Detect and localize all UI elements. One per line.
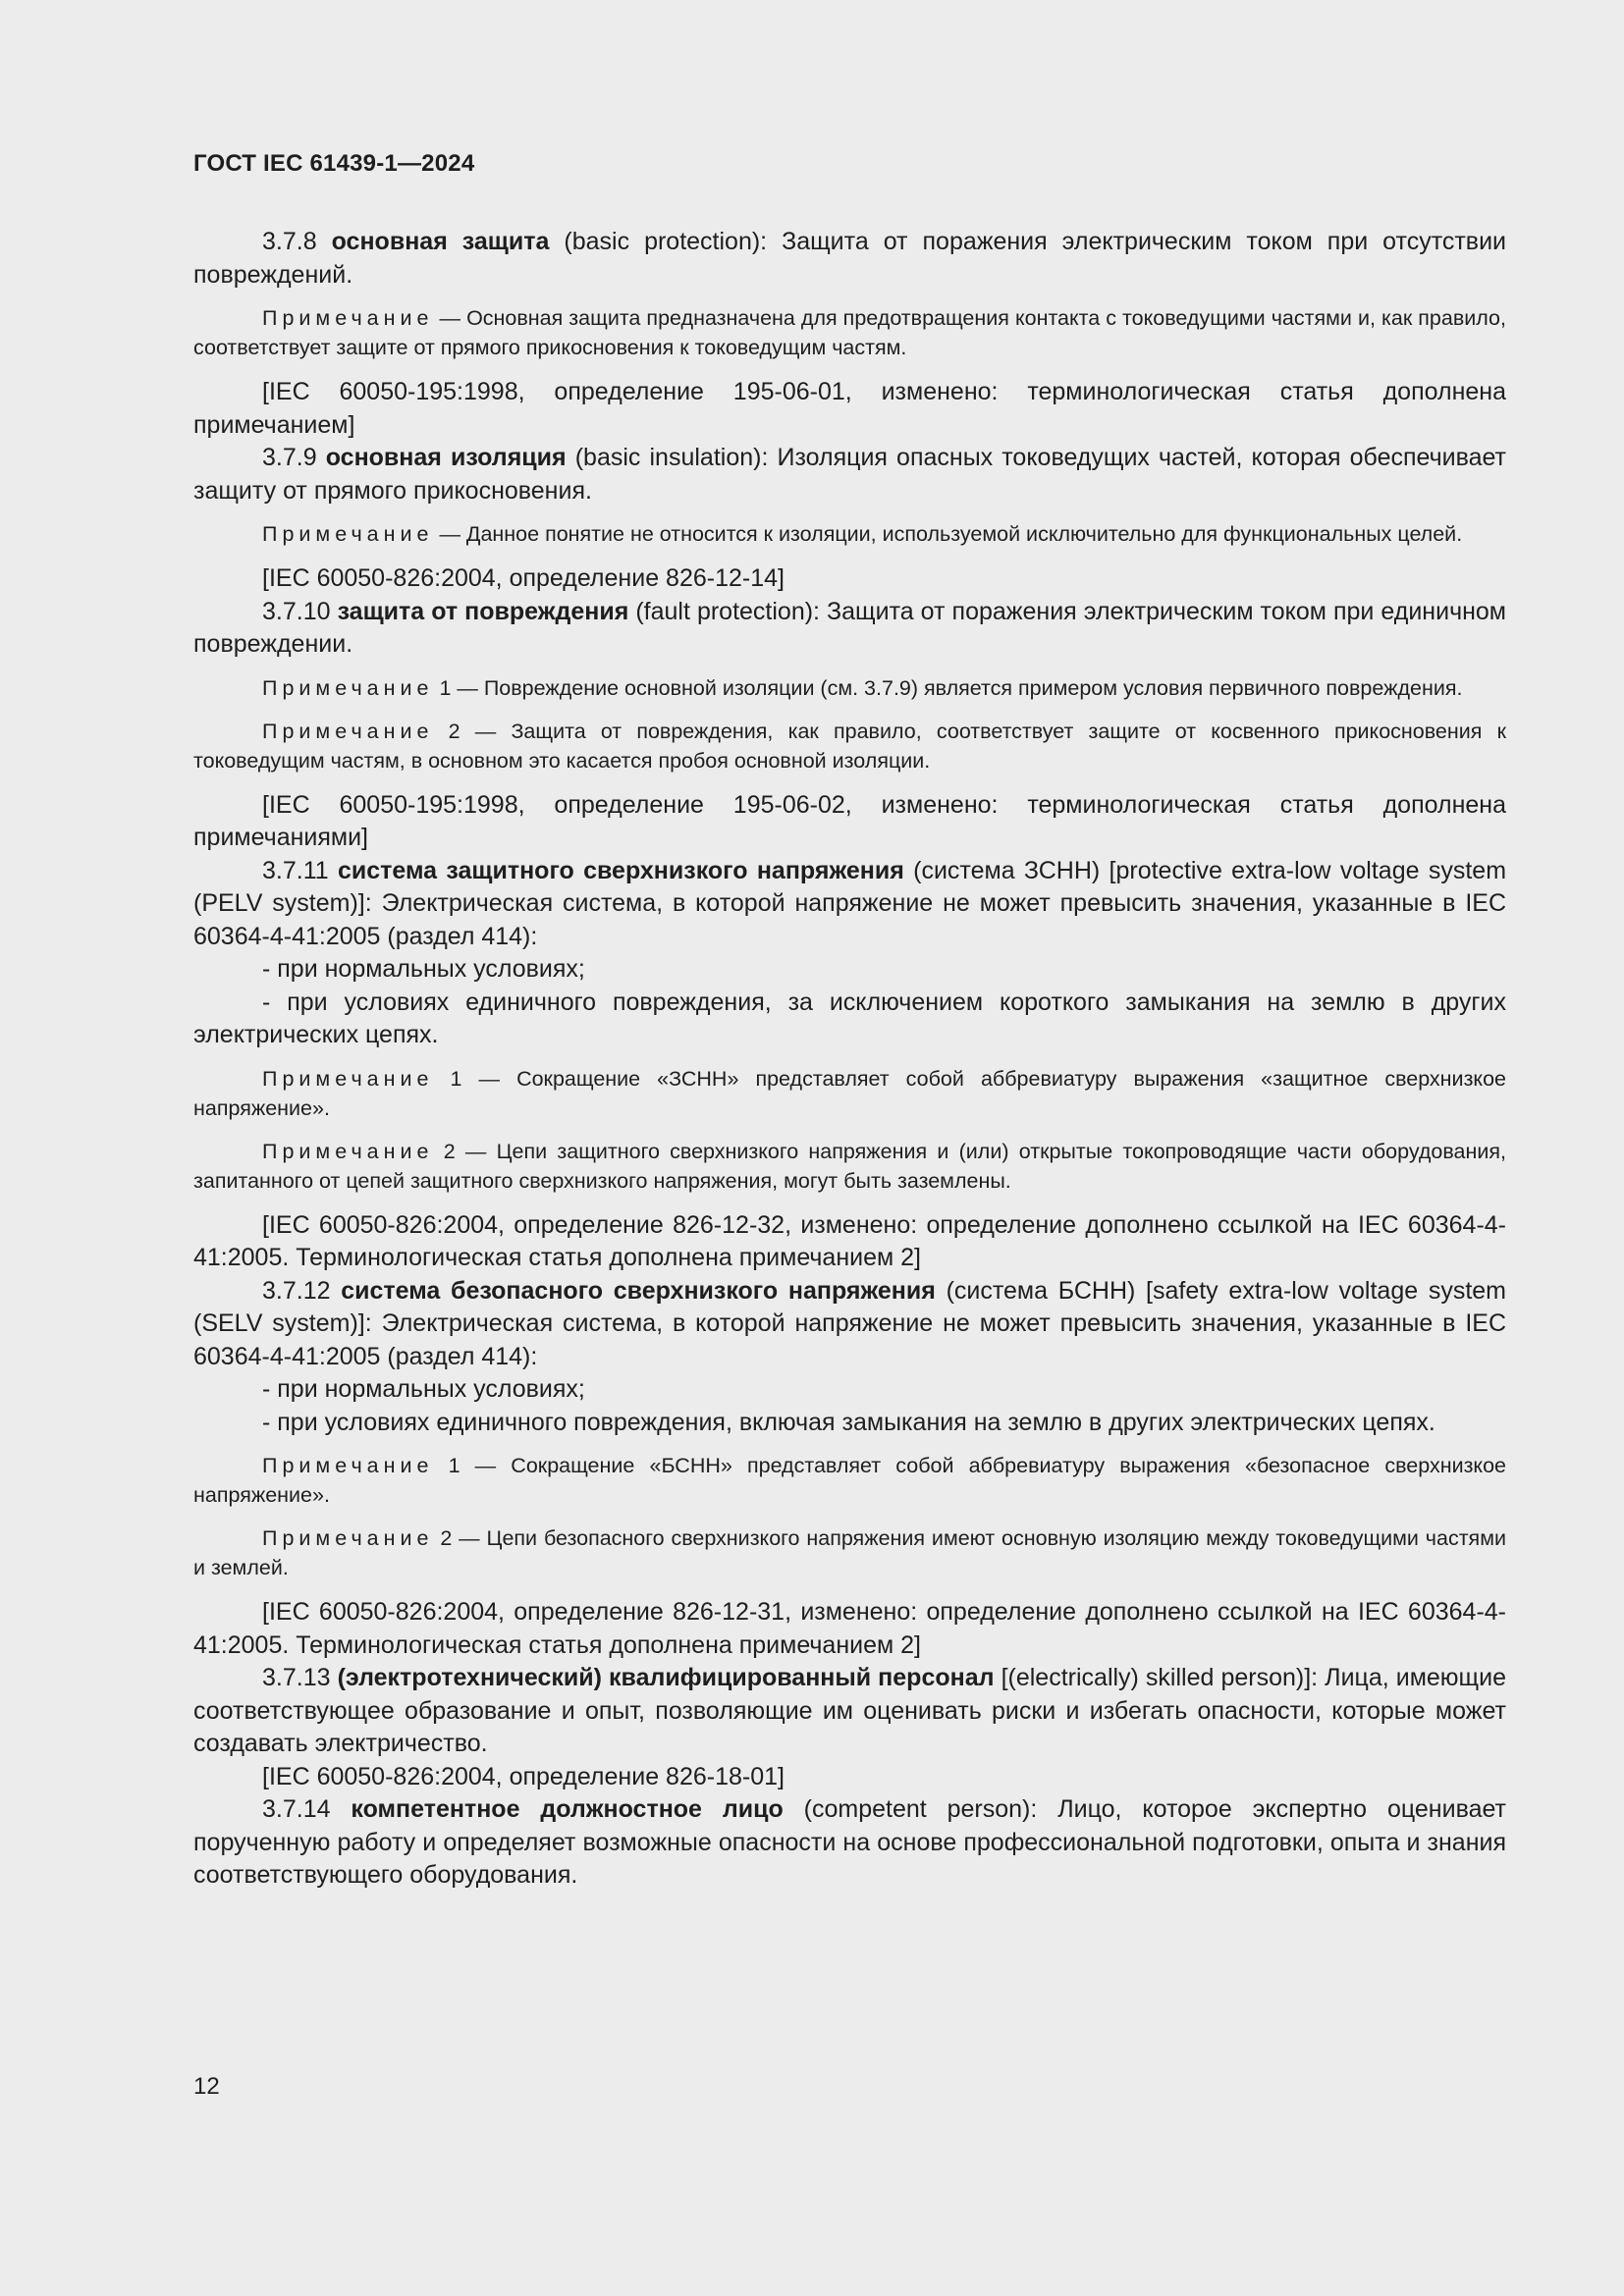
- entry-definition: (система БСНН) [safety extra-low voltage system (SELV system)]: Электрическая система, в которой напряжение не может превысить значения, указанные в IEC 60364-4-41:2005 (раздел 414):: [193, 1276, 1506, 1370]
- note-label: Примечание: [262, 1454, 434, 1477]
- entry-note: [193, 303, 1506, 362]
- entry-number: 3.7.8: [262, 228, 317, 255]
- entry-term: система безопасного сверхнизкого напряжения: [341, 1276, 936, 1305]
- entry-note: [193, 519, 1506, 549]
- entry-reference: [IEC 60050-195:1998, определение 195-06-01, изменено: терминологическая статья дополнена примечанием]: [193, 378, 1506, 439]
- entry-definition: [(electrically) skilled person)]: Лица, имеющие соответствующее образование и опыт, позволяющие им оценивать риски и избегать опасности, которые может создавать электричество.: [193, 1664, 1506, 1757]
- entry-3-7-14: [193, 1793, 1506, 1893]
- entry-number: 3.7.14: [262, 1795, 331, 1823]
- list-item: - при условиях единичного повреждения, за исключением короткого замыкания на землю в других электрических цепях.: [193, 988, 1506, 1048]
- entry-term: система защитного сверхнизкого напряжения: [337, 856, 904, 884]
- note-text: 1 — Сокращение «БСНН» представляет собой аббревиатуру выражения «безопасное сверхнизкое напряжение».: [193, 1454, 1506, 1507]
- note-label: Примечание: [262, 1066, 434, 1091]
- entry-term: (электротехнический) квалифицированный персонал: [337, 1664, 995, 1691]
- entry-note-1: [193, 1451, 1506, 1510]
- note-label: Примечание: [262, 1526, 434, 1550]
- entry-reference: [IEC 60050-195:1998, определение 195-06-02, изменено: терминологическая статья дополнена примечаниями]: [193, 790, 1506, 851]
- note-text: — Данное понятие не относится к изоляции, используемой исключительно для функциональных целей.: [439, 522, 1463, 546]
- entry-3-7-9: [193, 442, 1506, 507]
- note-text: 2 — Защита от повреждения, как правило, соответствует защите от косвенного прикосновения к токоведущим частям, в основном это касается пробоя основной изоляции.: [193, 719, 1506, 773]
- note-text: 2 — Цепи защитного сверхнизкого напряжения и (или) открытые токопроводящие части оборудования, запитанного от цепей защитного сверхнизкого напряжения, могут быть заземлены.: [193, 1139, 1506, 1193]
- entry-definition: (fault protection): Защита от поражения электрическим током при единичном повреждении.: [193, 597, 1506, 658]
- note-text: 1 — Сокращение «ЗСНН» представляет собой аббревиатуру выражения «защитное сверхнизкое напряжение».: [193, 1066, 1506, 1120]
- entry-reference: [IEC 60050-826:2004, определение 826-12-14]: [262, 564, 785, 592]
- entry-number: 3.7.13: [262, 1664, 331, 1691]
- entry-reference: [IEC 60050-826:2004, определение 826-12-31, изменено: определение дополнено ссылкой на IEC 60364-4-41:2005. Терминологическая статья дополнена примечанием 2]: [193, 1598, 1506, 1659]
- entry-number: 3.7.10: [262, 597, 331, 625]
- list-item: - при нормальных условиях;: [262, 955, 585, 983]
- entry-definition: (competent person): Лицо, которое экспертно оценивает порученную работу и определяет возможные опасности на основе профессиональной подготовки, опыта и знания соответствующего оборудования.: [193, 1795, 1506, 1889]
- note-text: 2 — Цепи безопасного сверхнизкого напряжения имеют основную изоляцию между токоведущими частями и землей.: [193, 1526, 1506, 1579]
- entry-note-1: [193, 1064, 1506, 1123]
- entry-reference: [IEC 60050-826:2004, определение 826-18-01]: [262, 1762, 785, 1790]
- entry-term: основная изоляция: [325, 444, 567, 471]
- entry-note-2: [193, 717, 1506, 775]
- entry-term: основная защита: [331, 228, 550, 255]
- note-text: 1 — Повреждение основной изоляции (см. 3.7.9) является примером условия первичного повреждения.: [439, 675, 1463, 700]
- note-text: — Основная защита предназначена для предотвращения контакта с токоведущими частями и, как правило, соответствует защите от прямого прикосновения к токоведущим частям.: [193, 306, 1506, 359]
- entry-number: 3.7.12: [262, 1276, 331, 1305]
- note-label: Примечание: [262, 719, 434, 743]
- entry-number: 3.7.11: [262, 856, 329, 884]
- document-header: ГОСТ IEC 61439-1—2024: [193, 150, 475, 177]
- entry-number: 3.7.9: [262, 444, 317, 471]
- entry-definition: (basic protection): Защита от поражения электрическим током при отсутствии повреждений.: [193, 228, 1507, 289]
- list-item: - при нормальных условиях;: [262, 1375, 585, 1403]
- note-label: Примечание: [262, 306, 434, 330]
- entry-3-7-10: [193, 596, 1506, 662]
- list-item: - при условиях единичного повреждения, включая замыкания на землю в других электрических цепях.: [262, 1408, 1435, 1436]
- entry-definition: (basic insulation): Изоляция опасных токоведущих частей, которая обеспечивает защиту от прямого прикосновения.: [193, 444, 1506, 505]
- entry-3-7-8: [193, 226, 1506, 292]
- entry-term: защита от повреждения: [337, 597, 629, 625]
- entry-note-2: [193, 1523, 1506, 1582]
- note-label: Примечание: [262, 1139, 434, 1163]
- note-label: Примечание: [262, 522, 434, 546]
- entry-reference: [IEC 60050-826:2004, определение 826-12-32, изменено: определение дополнено ссылкой на IEC 60364-4-41:2005. Терминологическая статья дополнена примечанием 2]: [193, 1210, 1506, 1271]
- note-label: Примечание: [262, 675, 434, 700]
- entry-3-7-11: [193, 855, 1506, 954]
- page-number: 12: [193, 2073, 220, 2100]
- entry-3-7-12: [193, 1275, 1506, 1374]
- entry-definition: (система ЗСНН) [protective extra-low voltage system (PELV system)]: Электрическая система, в которой напряжение не может превысить значения, указанные в IEC 60364-4-41:2005 (раздел 414):: [193, 856, 1507, 950]
- document-body: [193, 226, 1506, 1893]
- entry-3-7-13: [193, 1662, 1506, 1761]
- entry-term: компетентное должностное лицо: [351, 1795, 784, 1823]
- entry-note-1: [193, 673, 1506, 703]
- entry-note-2: [193, 1137, 1506, 1196]
